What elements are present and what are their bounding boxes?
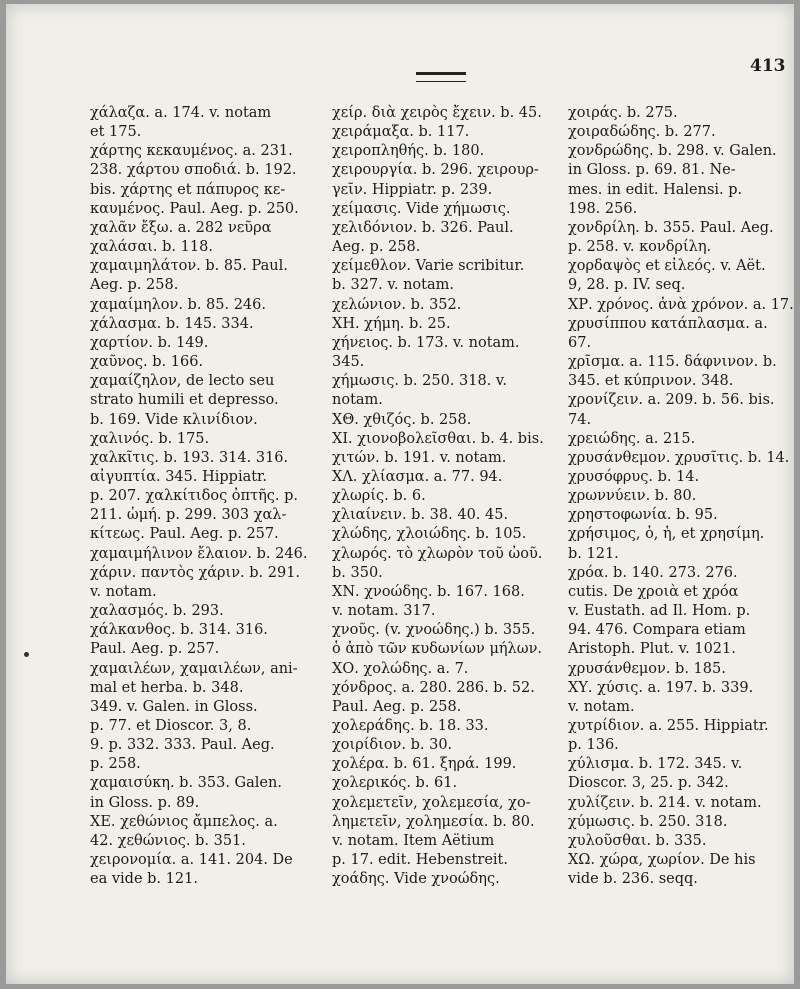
index-line: Aeg. p. 258. [90,277,179,294]
index-line: χολέρα. b. 61. ξηρά. 199. [332,756,517,773]
index-line: in Gloss. p. 69. 81. Ne- [568,162,736,179]
index-line: χαμαίμηλον. b. 85. 246. [90,296,266,313]
index-line: strato humili et depresso. [90,392,279,409]
index-line: in Gloss. p. 89. [90,794,200,811]
index-line: χάρτης κεκαυμένος. a. 231. [90,143,293,160]
index-line: χρηστοφωνία. b. 95. [568,507,718,524]
index-line: ΧΘ. χθιζός. b. 258. [332,411,472,428]
index-line: χαμαιμήλινον ἔλαιον. b. 246. [90,545,308,562]
index-line: v. Eustath. ad Il. Hom. p. [568,603,751,620]
index-line: Aeg. p. 258. [332,239,421,256]
index-line: 94. 476. Compara etiam [568,622,746,639]
index-line: χειρονομία. a. 141. 204. De [90,852,293,869]
index-line: χάλασμα. b. 145. 334. [90,315,254,332]
index-column-right [568,104,800,889]
index-line: χόνδρος. a. 280. 286. b. 52. [332,679,535,696]
index-line: 74. [568,411,592,428]
index-line: Paul. Aeg. p. 257. [90,641,220,658]
index-line: mes. in edit. Halensi. p. [568,181,743,198]
index-line: χοιραδώδης. b. 277. [568,124,716,141]
index-column-middle [332,104,564,889]
index-line: ΧΩ. χώρα, χωρίον. De his [568,852,756,869]
index-line: χοιράς. b. 275. [568,105,678,121]
index-line: v. notam. [90,583,157,600]
index-line: χήνειος. b. 173. v. notam. [332,334,520,351]
index-line: p. 136. [568,737,619,754]
index-line: καυμένος. Paul. Aeg. p. 250. [90,200,299,217]
index-line: χειράμαξα. b. 117. [332,124,470,141]
index-line: χαῦνος. b. 166. [90,354,204,371]
index-line: χαμαιλέων, χαμαιλέων, ani- [90,660,298,677]
index-line: χελώνιον. b. 352. [332,296,462,313]
index-line: χαμαιμηλάτον. b. 85. Paul. [90,258,288,275]
index-line: ΧΕ. χεθώνιος ἄμπελος. a. [90,813,278,830]
index-line: χλωρίς. b. 6. [332,488,426,505]
index-line: χύλισμα. b. 172. 345. v. [568,756,743,773]
index-line: χρόα. b. 140. 273. 276. [568,564,738,581]
index-line: χαλάσαι. b. 118. [90,239,213,256]
index-line: χρυσίππου κατάπλασμα. a. [568,315,768,332]
index-line: χάριν. παντὸς χάριν. b. 291. [90,564,301,581]
index-line: χρονίζειν. a. 209. b. 56. bis. [568,392,775,409]
index-line: ΧΙ. χιονοβολεῖσθαι. b. 4. bis. [332,430,544,447]
index-line: et 175. [90,124,142,141]
header-rule [416,72,466,82]
index-line: χιτών. b. 191. v. notam. [332,449,507,466]
index-line: χονδρίλη. b. 355. Paul. Aeg. [568,219,774,236]
index-line: notam. [332,392,383,409]
index-line: χρωννύειν. b. 80. [568,488,697,505]
index-line: χοιρίδιον. b. 30. [332,737,453,754]
index-line: ΧΝ. χνοώδης. b. 167. 168. [332,583,525,600]
index-line: ΧΥ. χύσις. a. 197. b. 339. [568,679,754,696]
index-line: χλωρός. τὸ χλωρὸν τοῦ ὠοῦ. [332,545,543,562]
index-line: χελιδόνιον. b. 326. Paul. [332,219,514,236]
index-line: χρυσάνθεμον. b. 185. [568,660,726,677]
index-line: bis. χάρτης et πάπυρος κε- [90,181,286,198]
index-line: χάλαζα. a. 174. v. notam [90,105,272,121]
index-line: p. 207. χαλκίτιδος ὀπτῆς. p. [90,488,299,505]
index-line: v. notam. Item Aëtium [332,832,495,849]
index-line: ea vide b. 121. [90,871,198,888]
index-line: χαλᾶν ἔξω. a. 282 νεῦρα [90,219,272,236]
index-line: χρειώδης. a. 215. [568,430,696,447]
index-line: χαμαισύκη. b. 353. Galen. [90,775,282,792]
index-line: v. notam. 317. [332,603,436,620]
index-line: λημετεῖν, χολημεσία. b. 80. [332,813,535,830]
index-line: χρυσόφρυς. b. 14. [568,468,700,485]
index-line: ὁ ἀπὸ τῶν κυδωνίων μήλων. [332,641,542,658]
index-line: αἰγυπτία. 345. Hippiatr. [90,468,268,485]
index-line: χρυσάνθεμον. χρυσῖτις. b. 14. [568,449,790,466]
index-line: χλώδης, χλοιώδης. b. 105. [332,526,527,543]
index-line: χαλινός. b. 175. [90,430,210,447]
index-line: χρήσιμος, ὁ, ἡ, et χρησίμη. [568,526,765,543]
index-line: cutis. De χροιὰ et χρόα [568,583,739,600]
page-number: 413 [750,56,786,76]
index-line: Aristoph. Plut. v. 1021. [568,641,736,658]
index-line: χολεράδης. b. 18. 33. [332,718,489,734]
index-line: p. 77. et Dioscor. 3, 8. [90,718,252,734]
index-line: Dioscor. 3, 25. p. 342. [568,775,729,792]
index-line: χορδαψὸς et εἰλεός. v. Aët. [568,258,766,275]
index-line: 345. et κύπρινον. 348. [568,373,734,390]
index-line: χοάδης. Vide χνοώδης. [332,871,500,888]
index-line: γεῖν. Hippiatr. p. 239. [332,181,493,198]
index-line: b. 169. Vide κλινίδιον. [90,411,258,428]
index-column-left [90,104,322,889]
index-line: vide b. 236. seqq. [568,871,698,888]
index-line: χαμαίζηλον, de lecto seu [90,373,275,390]
index-line: p. 17. edit. Hebenstreit. [332,852,508,869]
index-line: χυτρίδιον. a. 255. Hippiatr. [568,718,769,734]
index-line: χείμεθλον. Varie scribitur. [332,258,525,275]
index-line: 67. [568,334,592,351]
index-line: κίτεως. Paul. Aeg. p. 257. [90,526,279,543]
index-line: ΧΡ. χρόνος. ἀνὰ χρόνον. a. 17. [568,296,794,313]
index-line: 238. χάρτου σποδιά. b. 192. [90,162,297,179]
index-line: 42. χεθώνιος. b. 351. [90,832,246,849]
index-line: Paul. Aeg. p. 258. [332,698,462,715]
index-line: b. 327. v. notam. [332,277,454,294]
index-line: χήμωσις. b. 250. 318. v. [332,373,508,390]
index-line: χολεμετεῖν, χολεμεσία, χο- [332,794,531,811]
index-line: ΧΗ. χήμη. b. 25. [332,315,451,332]
index-line: χάλκανθος. b. 314. 316. [90,622,268,639]
index-line: 349. v. Galen. in Gloss. [90,698,258,715]
index-line: χλιαίνειν. b. 38. 40. 45. [332,507,509,524]
index-line: χειρουργία. b. 296. χειρουρ- [332,162,539,179]
index-line: 211. ὠμή. p. 299. 303 χαλ- [90,507,287,524]
index-line: χνοῦς. (v. χνοώδης.) b. 355. [332,622,536,639]
index-line: p. 258. [90,756,141,773]
index-line: χονδρώδης. b. 298. v. Galen. [568,143,777,160]
index-line: 345. [332,354,365,371]
index-line: b. 121. [568,545,619,562]
index-line: ΧΛ. χλίασμα. a. 77. 94. [332,468,503,485]
index-line: χύμωσις. b. 250. 318. [568,813,728,830]
index-line: mal et herba. b. 348. [90,679,244,696]
book-page [6,4,794,984]
index-line: χειροπληθής. b. 180. [332,143,485,160]
index-line: χυλοῦσθαι. b. 335. [568,832,707,849]
index-line: χολερικός. b. 61. [332,775,458,792]
index-line: b. 350. [332,564,383,581]
index-line: 9, 28. p. IV. seq. [568,277,686,294]
index-line: χαλασμός. b. 293. [90,603,224,620]
index-line: p. 258. v. κονδρίλη. [568,239,712,256]
index-line: 9. p. 332. 333. Paul. Aeg. [90,737,275,754]
margin-mark [24,652,29,657]
index-line: χρῖσμα. a. 115. δάφνινον. b. [568,354,777,371]
index-line: ΧΟ. χολώδης. a. 7. [332,660,469,677]
index-line: χείρ. διὰ χειρὸς ἔχειν. b. 45. [332,105,542,121]
index-line: 198. 256. [568,200,638,217]
index-line: χυλίζειν. b. 214. v. notam. [568,794,762,811]
index-line: χείμασις. Vide χήμωσις. [332,200,511,217]
index-line: χαλκῖτις. b. 193. 314. 316. [90,449,289,466]
index-line: v. notam. [568,698,635,715]
index-line: χαρτίον. b. 149. [90,334,209,351]
